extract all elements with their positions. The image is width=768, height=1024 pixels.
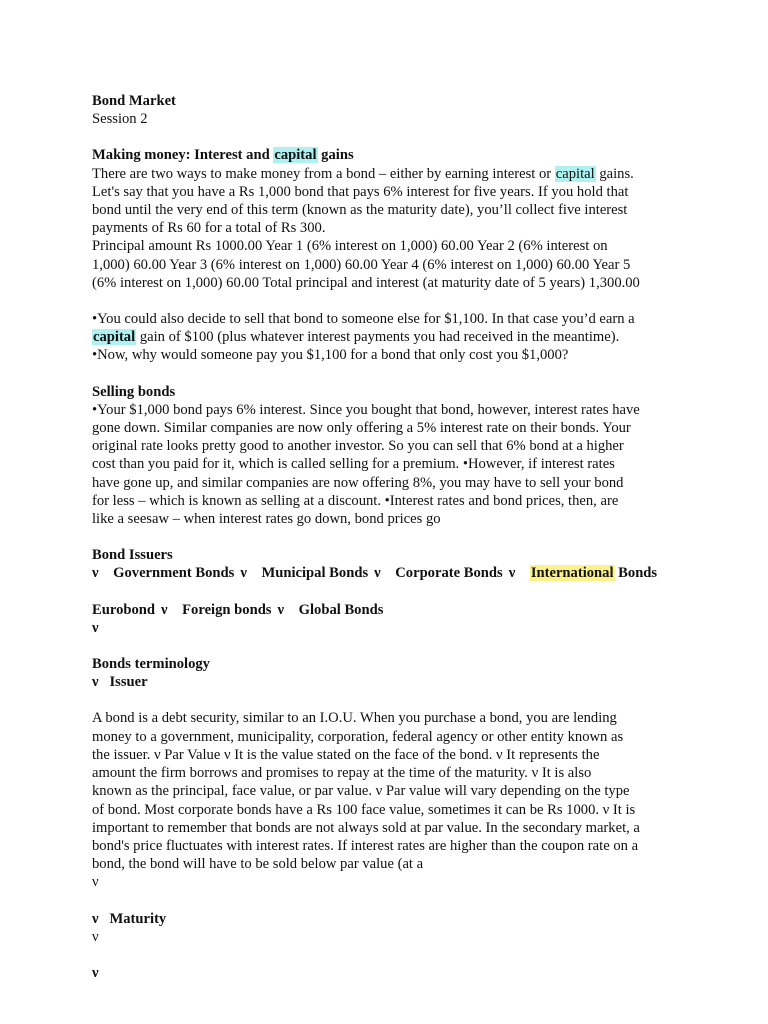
highlight-capital: capital — [93, 329, 136, 346]
issuer-item: Government Bonds — [113, 565, 235, 582]
paragraph-line: gone down. Similar companies are now only offering a 5% interest rate on their bonds. Your — [92, 420, 631, 437]
paragraph-line: for less – which is known as selling at a discount. •Interest rates and bond prices, then, are — [92, 492, 619, 509]
issuer-item: Corporate Bonds — [395, 565, 503, 582]
paragraph-line: money to a government, municipality, corporation, federal agency or other entity known as — [92, 728, 624, 745]
highlight-capital: capital — [555, 165, 595, 182]
bullet-glyph: ν — [161, 601, 168, 618]
document-title: Bond Market — [92, 93, 176, 109]
issuer-item: Bonds — [614, 565, 658, 582]
issuer-list-row-1 — [92, 564, 692, 582]
session-label: Session 2 — [92, 111, 148, 128]
term-maturity-label: Maturity — [109, 910, 167, 927]
term-issuer-row — [92, 673, 692, 691]
paragraph-line: bond's price fluctuates with interest rates. If interest rates are higher than the coupon rate on a — [92, 837, 639, 854]
section-heading-selling-bonds: Selling bonds — [92, 383, 176, 400]
issuer-item: Foreign bonds — [182, 601, 272, 618]
bullet-glyph: ν — [92, 910, 99, 927]
paragraph-line: 1,000) 60.00 Year 3 (6% interest on 1,000) 60.00 Year 4 (6% interest on 1,000) 60.00 Year 5 — [92, 256, 631, 273]
bullet-glyph: ν — [92, 619, 99, 636]
paragraph-line: bond until the very end of this term (known as the maturity date), you’ll collect five interest — [92, 202, 628, 219]
text-run: gains. — [595, 165, 634, 182]
issuer-item: Global Bonds — [298, 601, 384, 618]
bullet-glyph: ν — [374, 565, 381, 582]
bullet-glyph: ν — [92, 674, 99, 691]
bullet-glyph: ν — [92, 964, 99, 981]
paragraph-line: amount the firm borrows and promises to repay at the time of the maturity. ν It is also — [92, 765, 592, 782]
paragraph-line: (6% interest on 1,000) 60.00 Total principal and interest (at maturity date of 5 years) 1,300.00 — [92, 274, 640, 291]
highlight-international: International — [530, 565, 614, 582]
paragraph-line: Let's say that you have a Rs 1,000 bond that pays 6% interest for five years. If you hold that — [92, 183, 629, 200]
paragraph-line: original rate looks pretty good to another investor. So you can sell that 6% bond at a higher — [92, 438, 624, 455]
issuer-list-row-2 — [92, 601, 692, 619]
paragraph-line: known as the principal, face value, or par value. ν Par value will vary depending on the type — [92, 783, 630, 800]
heading-text: gains — [317, 147, 354, 164]
paragraph-line: like a seesaw – when interest rates go down, bond prices go — [92, 511, 441, 528]
bullet-glyph: ν — [92, 874, 99, 891]
term-issuer-label: Issuer — [109, 674, 148, 691]
paragraph-line: bond, the bond will have to be sold below par value (at a — [92, 856, 424, 873]
bullet-glyph: ν — [240, 565, 247, 582]
paragraph-line: of bond. Most corporate bonds have a Rs 100 face value, sometimes it can be Rs 1000. ν It is — [92, 801, 636, 818]
paragraph-line: •Now, why would someone pay you $1,100 for a bond that only cost you $1,000? — [92, 347, 569, 364]
paragraph-line — [92, 328, 692, 346]
section-heading-bond-issuers: Bond Issuers — [92, 547, 173, 564]
paragraph-line: Principal amount Rs 1000.00 Year 1 (6% interest on 1,000) 60.00 Year 2 (6% interest on — [92, 238, 608, 255]
paragraph-line: cost than you paid for it, which is called selling for a premium. •However, if interest rates — [92, 456, 615, 473]
term-maturity-row — [92, 910, 692, 928]
paragraph-line — [92, 165, 692, 183]
section-heading-making-money — [92, 146, 692, 164]
bullet-glyph: ν — [92, 928, 99, 945]
paragraph-line: •Your $1,000 bond pays 6% interest. Since you bought that bond, however, interest rates have — [92, 401, 640, 418]
paragraph-line: payments of Rs 60 for a total of Rs 300. — [92, 220, 326, 237]
bullet-glyph: ν — [92, 565, 99, 582]
issuer-item: Municipal Bonds — [261, 565, 369, 582]
highlight-capital: capital — [274, 147, 317, 164]
paragraph-line: have gone up, and similar companies are now offering 8%, you may have to sell your bond — [92, 474, 624, 491]
document-body — [92, 92, 692, 982]
text-run: There are two ways to make money from a bond – either by earning interest or — [92, 165, 555, 182]
bullet-glyph: ν — [277, 601, 285, 618]
paragraph-line: the issuer. ν Par Value ν It is the value stated on the face of the bond. ν It represents the — [92, 746, 600, 763]
issuer-item: Eurobond — [92, 601, 156, 618]
paragraph-line: •You could also decide to sell that bond to someone else for $1,100. In that case you’d earn a — [92, 311, 635, 328]
paragraph-line: A bond is a debt security, similar to an I.O.U. When you purchase a bond, you are lending — [92, 710, 617, 727]
bullet-glyph: ν — [508, 565, 516, 582]
section-heading-bonds-terminology: Bonds terminology — [92, 656, 210, 673]
text-run: gain of $100 (plus whatever interest payments you had received in the meantime). — [136, 329, 620, 346]
heading-text: Making money: Interest and — [92, 147, 274, 164]
paragraph-line: important to remember that bonds are not always sold at par value. In the secondary market, a — [92, 819, 640, 836]
